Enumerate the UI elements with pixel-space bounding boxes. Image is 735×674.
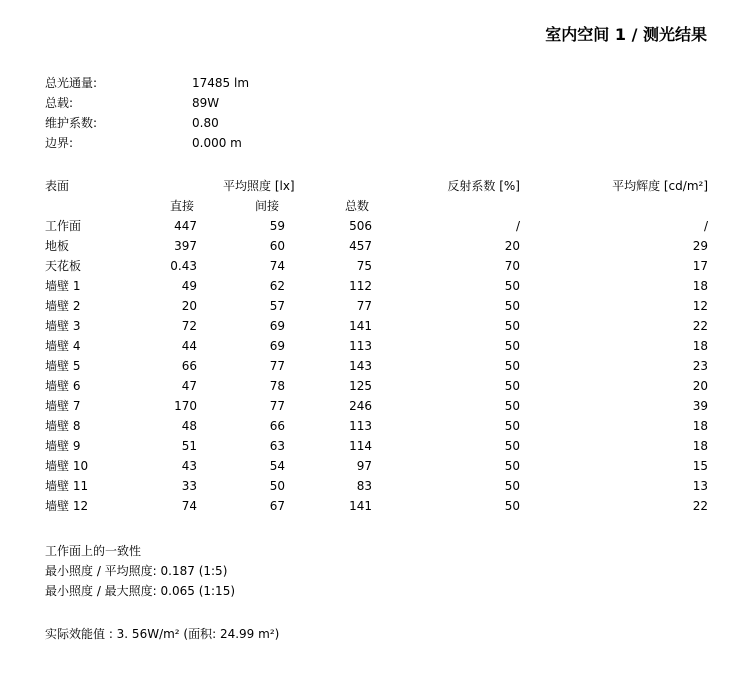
summary-label: 总载: [45, 96, 74, 110]
summary-value: 0.80 [192, 116, 219, 130]
cell-total: 113 [349, 419, 372, 433]
cell-surface: 墙壁 9 [45, 439, 81, 453]
header-surface: 表面 [45, 179, 70, 193]
cell-total: 77 [356, 299, 372, 313]
cell-surface: 墙壁 6 [45, 379, 81, 393]
cell-reflectance: 50 [504, 399, 520, 413]
cell-indirect: 57 [269, 299, 285, 313]
cell-total: 246 [349, 399, 372, 413]
cell-direct: 33 [181, 479, 197, 493]
cell-surface: 墙壁 7 [45, 399, 81, 413]
cell-surface: 天花板 [45, 259, 82, 273]
table-row [45, 236, 710, 256]
cell-reflectance: 50 [504, 319, 520, 333]
cell-total: 125 [349, 379, 372, 393]
cell-luminance: 23 [692, 359, 708, 373]
cell-luminance: 18 [692, 439, 708, 453]
cell-indirect: 74 [269, 259, 285, 273]
cell-total: 141 [349, 499, 372, 513]
cell-luminance: 20 [692, 379, 708, 393]
cell-luminance: / [703, 219, 708, 233]
cell-indirect: 63 [269, 439, 285, 453]
cell-luminance: 18 [692, 279, 708, 293]
table-row [45, 496, 710, 516]
header-reflectance: 反射系数 [%] [447, 179, 520, 193]
cell-surface: 地板 [45, 239, 70, 253]
cell-surface: 墙壁 4 [45, 339, 81, 353]
cell-indirect: 62 [269, 279, 285, 293]
cell-surface: 墙壁 3 [45, 319, 81, 333]
summary-label: 总光通量: [45, 76, 98, 90]
summary-value: 89W [192, 96, 220, 110]
cell-reflectance: 50 [504, 339, 520, 353]
table-row [45, 316, 710, 336]
cell-direct: 49 [181, 279, 197, 293]
cell-luminance: 22 [692, 319, 708, 333]
summary-row [45, 93, 445, 113]
cell-indirect: 69 [269, 319, 285, 333]
table-row [45, 216, 710, 236]
cell-surface: 墙壁 10 [45, 459, 89, 473]
table-row [45, 296, 710, 316]
cell-direct: 47 [181, 379, 197, 393]
cell-reflectance: / [515, 219, 520, 233]
table-row [45, 416, 710, 436]
cell-luminance: 15 [692, 459, 708, 473]
cell-luminance: 18 [692, 419, 708, 433]
cell-indirect: 67 [269, 499, 285, 513]
cell-total: 457 [349, 239, 372, 253]
table-body [45, 216, 710, 516]
summary-row [45, 133, 445, 153]
cell-direct: 44 [181, 339, 197, 353]
table-row [45, 396, 710, 416]
cell-surface: 墙壁 11 [45, 479, 89, 493]
cell-total: 75 [356, 259, 372, 273]
cell-reflectance: 50 [504, 479, 520, 493]
cell-total: 112 [349, 279, 372, 293]
cell-direct: 51 [181, 439, 197, 453]
summary-label: 维护系数: [45, 116, 98, 130]
cell-indirect: 50 [269, 479, 285, 493]
cell-direct: 66 [181, 359, 197, 373]
cell-luminance: 13 [692, 479, 708, 493]
cell-luminance: 29 [692, 239, 708, 253]
cell-surface: 工作面 [45, 219, 82, 233]
cell-direct: 20 [181, 299, 197, 313]
cell-reflectance: 50 [504, 279, 520, 293]
summary-value: 0.000 m [192, 136, 242, 150]
cell-luminance: 17 [692, 259, 708, 273]
cell-reflectance: 50 [504, 419, 520, 433]
cell-luminance: 18 [692, 339, 708, 353]
cell-reflectance: 50 [504, 459, 520, 473]
cell-luminance: 39 [692, 399, 708, 413]
cell-total: 113 [349, 339, 372, 353]
cell-direct: 74 [181, 499, 197, 513]
cell-reflectance: 50 [504, 379, 520, 393]
summary-row [45, 113, 445, 133]
uniformity-min-max: 最小照度 / 最大照度: 0.065 (1:15) [45, 584, 236, 598]
cell-reflectance: 50 [504, 299, 520, 313]
summary-row [45, 73, 445, 93]
cell-surface: 墙壁 12 [45, 499, 89, 513]
cell-luminance: 12 [692, 299, 708, 313]
table-header-row [45, 176, 710, 196]
cell-surface: 墙壁 5 [45, 359, 81, 373]
summary-value: 17485 lm [192, 76, 250, 90]
cell-reflectance: 70 [504, 259, 520, 273]
uniformity-block [45, 541, 235, 601]
cell-direct: 397 [174, 239, 197, 253]
table-row [45, 356, 710, 376]
cell-surface: 墙壁 8 [45, 419, 81, 433]
table-row [45, 336, 710, 356]
cell-luminance: 22 [692, 499, 708, 513]
header-avg-illuminance: 平均照度 [lx] [223, 179, 295, 193]
cell-direct: 48 [181, 419, 197, 433]
cell-indirect: 60 [269, 239, 285, 253]
uniformity-min-avg: 最小照度 / 平均照度: 0.187 (1:5) [45, 564, 228, 578]
summary-label: 边界: [45, 136, 74, 150]
cell-direct: 0.43 [170, 259, 197, 273]
subheader-direct: 直接 [170, 199, 195, 213]
uniformity-heading: 工作面上的一致性 [45, 544, 142, 558]
table-row [45, 276, 710, 296]
cell-total: 143 [349, 359, 372, 373]
cell-total: 83 [356, 479, 372, 493]
summary-block [45, 73, 445, 153]
cell-total: 97 [356, 459, 372, 473]
cell-total: 506 [349, 219, 372, 233]
cell-surface: 墙壁 1 [45, 279, 81, 293]
cell-direct: 170 [174, 399, 197, 413]
cell-direct: 43 [181, 459, 197, 473]
cell-reflectance: 50 [504, 359, 520, 373]
efficiency-value: 实际效能值 : 3. 56W/m² (面积: 24.99 m²) [45, 627, 280, 641]
cell-reflectance: 20 [504, 239, 520, 253]
cell-indirect: 54 [269, 459, 285, 473]
header-avg-luminance: 平均辉度 [cd/m²] [612, 179, 708, 193]
subheader-total: 总数 [345, 199, 370, 213]
cell-total: 141 [349, 319, 372, 333]
page-title: 室内空间 1 / 测光结果 [545, 25, 707, 44]
table-row [45, 256, 710, 276]
cell-indirect: 77 [269, 399, 285, 413]
cell-reflectance: 50 [504, 439, 520, 453]
cell-reflectance: 50 [504, 499, 520, 513]
table-row [45, 376, 710, 396]
cell-indirect: 59 [269, 219, 285, 233]
cell-direct: 447 [174, 219, 197, 233]
table-row [45, 456, 710, 476]
cell-indirect: 69 [269, 339, 285, 353]
results-table [45, 176, 710, 516]
cell-indirect: 78 [269, 379, 285, 393]
subheader-indirect: 间接 [255, 199, 280, 213]
cell-indirect: 66 [269, 419, 285, 433]
cell-indirect: 77 [269, 359, 285, 373]
table-row [45, 476, 710, 496]
cell-direct: 72 [181, 319, 197, 333]
cell-total: 114 [349, 439, 372, 453]
table-subheader-row [45, 196, 710, 216]
table-row [45, 436, 710, 456]
cell-surface: 墙壁 2 [45, 299, 81, 313]
